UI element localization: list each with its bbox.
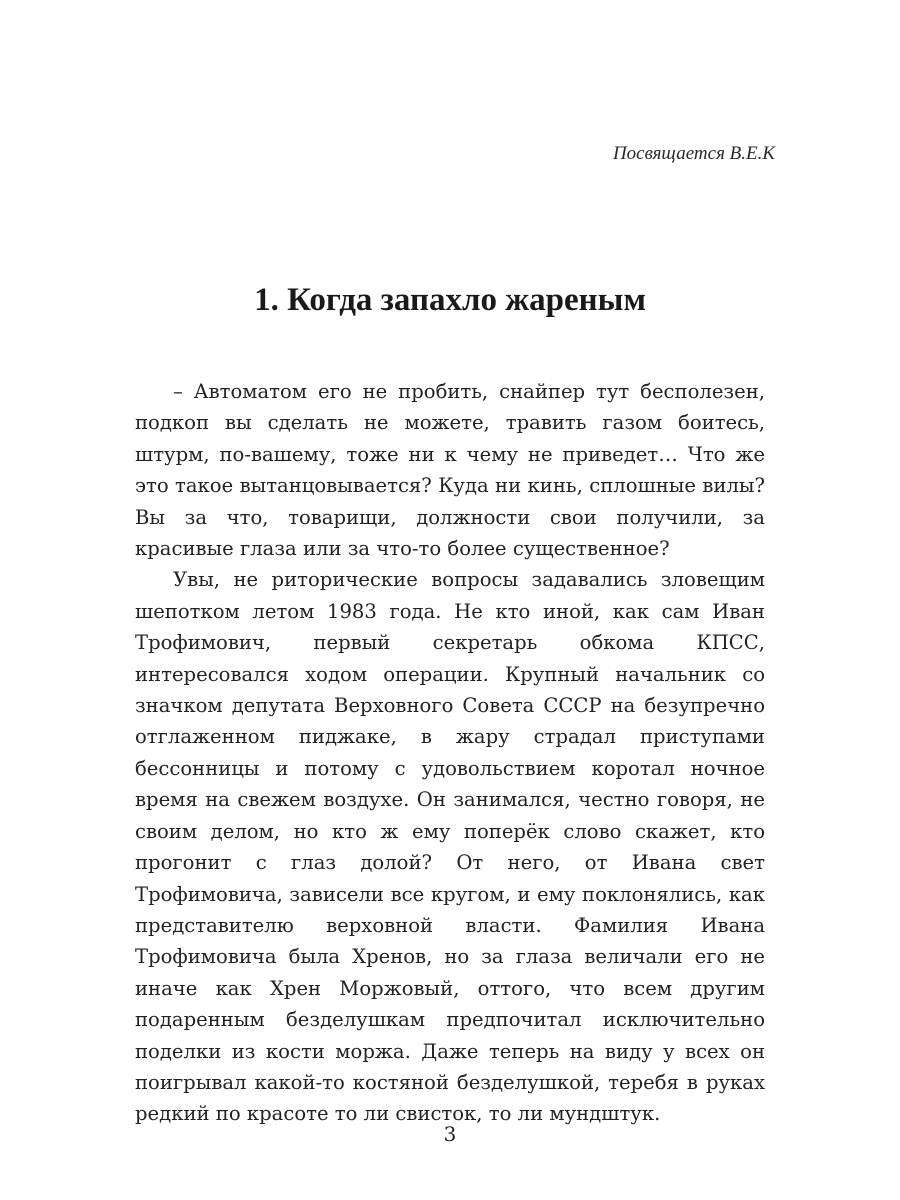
paragraph: – Автоматом его не пробить, снайпер тут бесполезен, подкоп вы сделать не можете, травить газом боитесь, штурм, по-вашему, тоже ни к чему не приведет… Что же это такое вытанцовывается? Куда ни кинь, сплошные вилы? Вы за что, товарищи, должности свои получили, за красивые глаза или за что-то более существенное? <box>135 380 765 561</box>
dedication: Посвящается В.Е.К <box>612 143 775 164</box>
paragraph: Увы, не риторические вопросы задавались зловещим шепотком летом 1983 года. Не кто иной, как сам Иван Трофимович, первый секретарь обкома КПСС, интересовался ходом операции. Крупный начальник со значком депутата Верховного Совета СССР на безупречно отглаженном пиджаке, в жару страдал приступами бессонницы и потому с удовольствием коротал ночное время на свежем воздухе. Он занимался, честно говоря, не своим делом, но кто ж ему поперёк слово скажет, кто прогонит с глаз долой? От него, от Ивана свет Трофимовича, зависели все кругом, и ему поклонялись, как представителю верховной власти. Фамилия Ивана Трофимовича была Хренов, но за глаза величали его не иначе как Хрен Моржовый, оттого, что всем другим подаренным безделушкам предпочитал исключительно поделки из кости моржа. Даже теперь на виду у всех он поигрывал какой-то костяной безделушкой, теребя в руках редкий по красоте то ли свисток, то ли мундштук. <box>135 568 765 1126</box>
chapter-title: 1. Когда запахло жареным <box>254 282 646 318</box>
page-number: 3 <box>443 1122 457 1146</box>
chapter-body <box>135 376 765 1130</box>
